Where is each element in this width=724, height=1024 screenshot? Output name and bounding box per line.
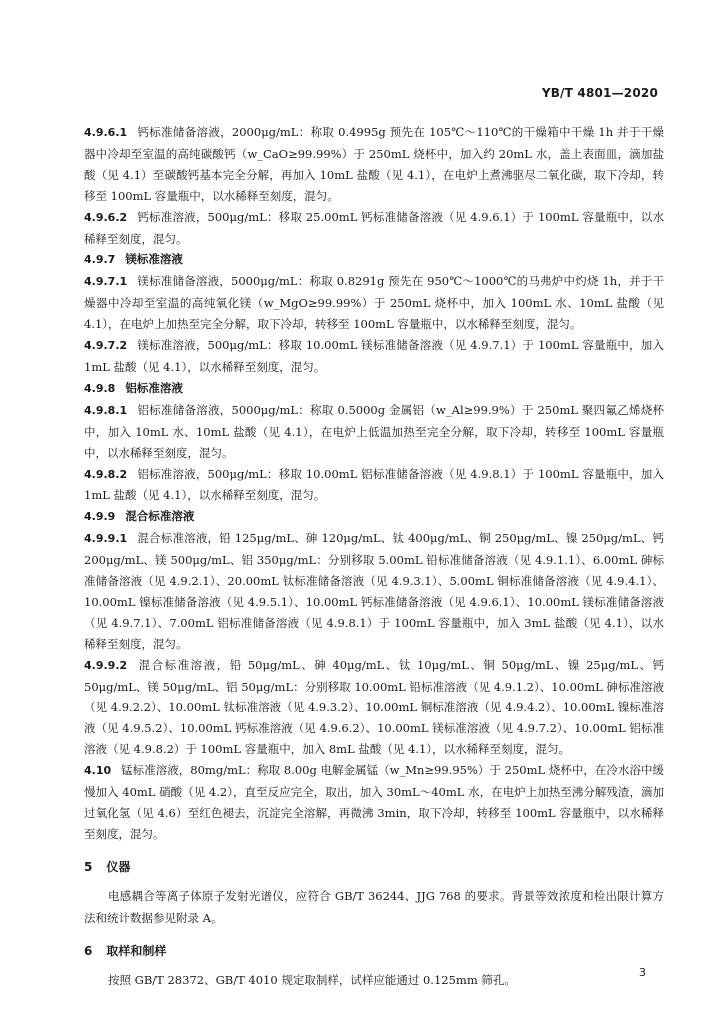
- clause-text: 钙标准溶液，500μg/mL：移取 25.00mL 钙标准储备溶液（见 4.9.6.1）于 100mL 容量瓶中，以水稀释至刻度，混匀。: [84, 209, 664, 246]
- clause-4-10: [84, 760, 664, 845]
- clause-number: 4.9.9.2: [84, 658, 128, 672]
- standard-code-header: YB/T 4801—2020: [541, 86, 658, 100]
- clause-number: 4.9.7.1: [84, 275, 128, 289]
- clause-text: 混合标准溶液，铅 50μg/mL、砷 40μg/mL、钛 10μg/mL、铜 50μg/mL、镍 25μg/mL、钙 50μg/mL、镁 50μg/mL、铝 50μg/mL：分别移取 10.00mL 铅标准溶液（见 4.9.1.2）、10.00mL 砷标准溶液（见 4.9.2.2）、10.00mL 钛标准溶液（见 4.9.3.2）、10.00mL 铜标准溶液（见 4.9.4.2）、10.00mL 镍标准溶液（见 4.9.5.2）、10.00mL 钙标准溶液（见 4.9.6.2）、10.00mL 镁标准溶液（见 4.9.7.2）、10.00mL 铝标准溶液（见 4.9.8.2）于 100mL 容量瓶中，加入 8mL 盐酸（见 4.1），以水稀释至刻度，混匀。: [84, 657, 664, 757]
- clause-number: 4.9.6.2: [84, 210, 128, 224]
- clause-number: 4.9.7.2: [84, 339, 128, 353]
- section-number: 6: [84, 943, 93, 958]
- heading-text: 铝标准溶液: [125, 380, 183, 395]
- section-number: 5: [84, 859, 93, 874]
- clause-number: 4.9.9.1: [84, 532, 128, 546]
- page-number: 3: [639, 966, 646, 979]
- section-title: 仪器: [106, 859, 131, 874]
- section-6-heading: [84, 941, 664, 961]
- heading-4-9-9: [84, 506, 664, 528]
- clause-4-9-9-2: [84, 655, 664, 761]
- clause-text: 铝标准储备溶液，5000μg/mL：称取 0.5000g 金属铝（w_Al≥99.9%）于 250mL 聚四氟乙烯烧杯中，加入 10mL 水、10mL 盐酸（见 4.1），在电炉上低温加热至完全分解，取下冷却，转移至 100mL 容量瓶中，以水稀释至刻度，混匀。: [84, 402, 664, 460]
- clause-text: 镁标准储备溶液，5000μg/mL：称取 0.8291g 预先在 950℃～1000℃的马弗炉中灼烧 1h，并于干燥器中冷却至室温的高纯氧化镁（w_MgO≥99.99%）于 250mL 烧杯中，加入 100mL 水、10mL 盐酸（见 4.1），在电炉上加热至完全分解，取下冷却，转移至 100mL 容量瓶中，以水稀释至刻度，混匀。: [84, 274, 664, 332]
- clause-text: 混合标准溶液，铅 125μg/mL、砷 120μg/mL、钛 400μg/mL、铜 250μg/mL、镍 250μg/mL、钙 200μg/mL、镁 500μg/mL、铝 350μg/mL：分别移取 5.00mL 铅标准储备溶液（见 4.9.1.1）、6.00mL 砷标准储备溶液（见 4.9.2.1）、20.00mL 钛标准储备溶液（见 4.9.3.1）、5.00mL 铜标准储备溶液（见 4.9.4.1）、10.00mL 镍标准储备溶液（见 4.9.5.1）、10.00mL 钙标准储备溶液（见 4.9.6.1）、10.00mL 镁标准储备溶液（见 4.9.7.1）、7.00mL 铝标准储备溶液（见 4.9.8.1）于 100mL 容量瓶中，加入 3mL 盐酸（见 4.1），以水稀释至刻度，混匀。: [84, 531, 664, 651]
- heading-text: 镁标准溶液: [125, 252, 183, 267]
- clause-number: 4.9.6.1: [84, 126, 128, 139]
- heading-number: 4.9.7: [84, 253, 116, 267]
- clause-4-9-9-1: [84, 528, 664, 654]
- clause-4-9-6-1: [84, 122, 664, 207]
- clause-4-9-7-1: [84, 271, 664, 335]
- clause-number: 4.9.8.1: [84, 403, 128, 417]
- section-5-heading: [84, 857, 664, 877]
- section-title: 取样和制样: [106, 943, 167, 958]
- clause-4-9-8-2: [84, 464, 664, 507]
- clause-number: 4.10: [84, 764, 112, 778]
- section-6-text: 按照 GB/T 28372、GB/T 4010 规定取制样，试样应能通过 0.125mm 筛孔。: [108, 972, 516, 987]
- heading-text: 混合标准溶液: [125, 509, 195, 524]
- heading-4-9-8: [84, 378, 664, 400]
- clause-4-9-7-2: [84, 335, 664, 378]
- clause-4-9-6-2: [84, 207, 664, 250]
- heading-number: 4.9.9: [84, 510, 116, 524]
- heading-number: 4.9.8: [84, 381, 116, 395]
- clause-text: 锰标准溶液，80mg/mL：称取 8.00g 电解金属锰（w_Mn≥99.95%）于 250mL 烧杯中，在冷水浴中缓慢加入 40mL 硝酸（见 4.2），直至反应完全，取出，加入 30mL～40mL 水，在电炉上加热至沸分解残渣，滴加过氧化氢（见 4.6）至红色褪去，沉淀完全溶解，再微沸 3min，取下冷却，转移至 100mL 容量瓶中，以水稀释至刻度，混匀。: [84, 763, 664, 841]
- clause-4-9-8-1: [84, 400, 664, 464]
- clause-text: 镁标准溶液，500μg/mL：移取 10.00mL 镁标准储备溶液（见 4.9.7.1）于 100mL 容量瓶中，加入 1mL 盐酸（见 4.1），以水稀释至刻度，混匀。: [84, 338, 664, 374]
- document-body: [84, 122, 664, 991]
- clause-text: 铝标准溶液，500μg/mL：移取 10.00mL 铝标准储备溶液（见 4.9.8.1）于 100mL 容量瓶中，加入 1mL 盐酸（见 4.1），以水稀释至刻度，混匀。: [84, 466, 664, 503]
- clause-number: 4.9.8.2: [84, 467, 128, 481]
- clause-text: 钙标准储备溶液，2000μg/mL：称取 0.4995g 预先在 105℃～110℃的干燥箱中干燥 1h 并于干燥器中冷却至室温的高纯碳酸钙（w_CaO≥99.99%）于 250mL 烧杯中，加入约 20mL 水，盖上表面皿，滴加盐酸（见 4.1）至碳酸钙基本完全分解，再加入 10mL 盐酸（见 4.1），在电炉上煮沸驱尽二氧化碳，取下冷却，转移至 100mL 容量瓶中，以水稀释至刻度，混匀。: [84, 125, 664, 203]
- heading-4-9-7: [84, 249, 664, 271]
- section-5-text: 电感耦合等离子体原子发射光谱仪，应符合 GB/T 36244、JJG 768 的要求。背景等效浓度和检出限计算方法和统计数据参见附录 A。: [84, 888, 664, 925]
